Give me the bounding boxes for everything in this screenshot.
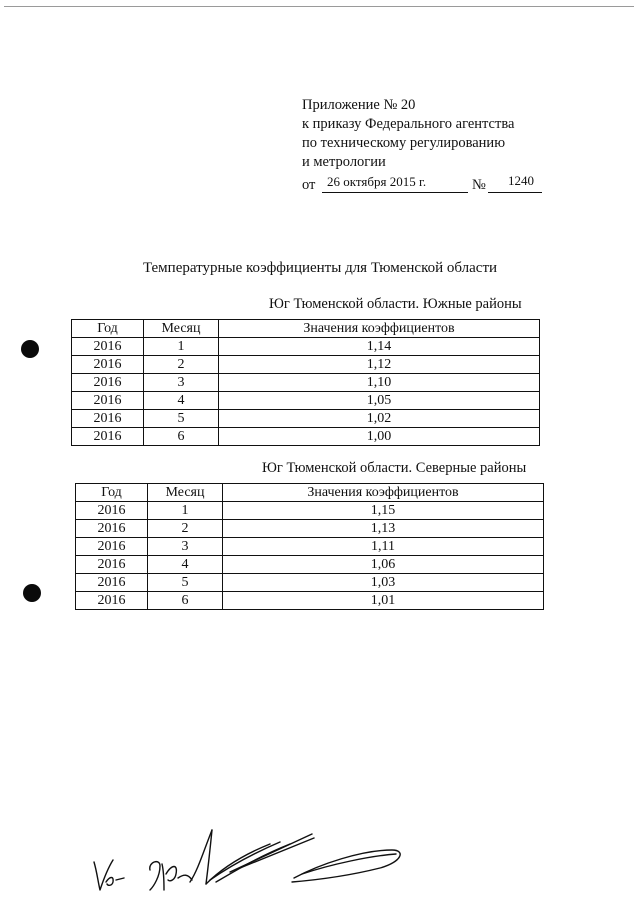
punch-hole [21, 340, 39, 358]
cell-month: 6 [148, 592, 223, 610]
cell-value: 1,15 [223, 502, 544, 520]
cell-month: 1 [144, 338, 219, 356]
table-row [72, 392, 540, 410]
cell-value: 1,11 [223, 538, 544, 556]
handwritten-signature [80, 820, 410, 900]
cell-value: 1,05 [219, 392, 540, 410]
header-values: Значения коэффициентов [223, 484, 544, 502]
cell-month: 2 [144, 356, 219, 374]
number-underline [488, 192, 542, 193]
table-row [76, 592, 544, 610]
cell-month: 1 [148, 502, 223, 520]
cell-month: 4 [144, 392, 219, 410]
cell-year: 2016 [72, 374, 144, 392]
cell-month: 3 [144, 374, 219, 392]
table-row [72, 410, 540, 428]
table-caption-north: Юг Тюменской области. Северные районы [262, 460, 527, 476]
cell-year: 2016 [76, 538, 148, 556]
cell-value: 1,14 [219, 338, 540, 356]
appendix-number: Приложение № 20 [302, 97, 416, 113]
number-label: № [472, 177, 486, 193]
punch-hole [23, 584, 41, 602]
cell-month: 5 [144, 410, 219, 428]
cell-year: 2016 [72, 410, 144, 428]
cell-value: 1,00 [219, 428, 540, 446]
header-year: Год [72, 320, 144, 338]
scan-top-border [4, 6, 634, 7]
table-header-row [76, 484, 544, 502]
cell-year: 2016 [72, 428, 144, 446]
table-row [76, 556, 544, 574]
table-row [76, 574, 544, 592]
table-row [72, 338, 540, 356]
order-line-3: и метрологии [302, 154, 386, 170]
cell-value: 1,01 [223, 592, 544, 610]
order-date: 26 октября 2015 г. [327, 174, 427, 189]
table-row [76, 538, 544, 556]
cell-value: 1,02 [219, 410, 540, 428]
cell-value: 1,03 [223, 574, 544, 592]
header-month: Месяц [144, 320, 219, 338]
cell-value: 1,10 [219, 374, 540, 392]
table-row [72, 374, 540, 392]
cell-year: 2016 [76, 556, 148, 574]
cell-year: 2016 [76, 520, 148, 538]
order-number: 1240 [508, 173, 534, 188]
document-title [0, 260, 640, 277]
header-month: Месяц [148, 484, 223, 502]
cell-year: 2016 [76, 592, 148, 610]
table-row [76, 520, 544, 538]
date-prefix: от [302, 177, 316, 193]
cell-month: 5 [148, 574, 223, 592]
header-values: Значения коэффициентов [219, 320, 540, 338]
cell-month: 6 [144, 428, 219, 446]
appendix-header [302, 96, 542, 194]
order-line-1: к приказу Федерального агентства [302, 116, 515, 132]
coefficients-table-south [71, 319, 540, 446]
cell-month: 4 [148, 556, 223, 574]
document-title-text: Температурные коэффициенты для Тюменской области [142, 260, 498, 276]
cell-year: 2016 [76, 574, 148, 592]
cell-year: 2016 [76, 502, 148, 520]
header-year: Год [76, 484, 148, 502]
cell-year: 2016 [72, 392, 144, 410]
date-underline [322, 192, 468, 193]
cell-value: 1,12 [219, 356, 540, 374]
table-header-row [72, 320, 540, 338]
cell-month: 3 [148, 538, 223, 556]
cell-month: 2 [148, 520, 223, 538]
table-row [72, 356, 540, 374]
table-row [72, 428, 540, 446]
coefficients-table-north [75, 483, 544, 610]
order-date-row [302, 172, 542, 194]
cell-year: 2016 [72, 356, 144, 374]
table-caption-south: Юг Тюменской области. Южные районы [269, 296, 522, 312]
table-row [76, 502, 544, 520]
cell-year: 2016 [72, 338, 144, 356]
cell-value: 1,13 [223, 520, 544, 538]
cell-value: 1,06 [223, 556, 544, 574]
order-line-2: по техническому регулированию [302, 135, 506, 151]
